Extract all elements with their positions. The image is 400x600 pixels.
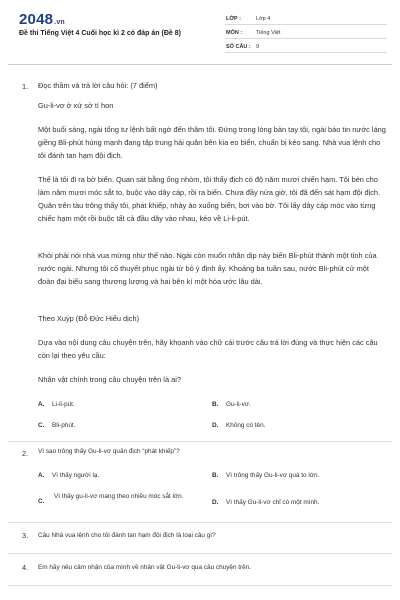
subject-value: Tiếng Việt — [256, 30, 281, 36]
option-text: Vì thấy Gu-li-vơ chỉ có một mình. — [226, 499, 320, 506]
story-paragraph-3: Khỏi phải nói nhà vua mừng như thế nào. Ngài còn muốn nhân dịp này biến Bli-phút thành một tỉnh của nước ngài. Nhưng tôi cố thuyết phục ngài từ bỏ ý định ấy. Khoảng ba tuần sau, nước Bli-phút cử một đoàn đại biểu sang thương lượng và hai bên kí một hòa ước lâu dài. — [38, 251, 377, 286]
question-4-number: 4. — [22, 563, 29, 572]
question-divider — [8, 522, 392, 523]
option-text: Không có tên. — [226, 422, 266, 429]
question-divider — [8, 585, 392, 586]
question-3-number: 3. — [22, 531, 29, 540]
question-2-number: 2. — [22, 449, 29, 458]
option-letter: B. — [212, 401, 219, 408]
question-1-text: Nhân vật chính trong câu chuyện trên là ai? — [38, 375, 181, 384]
question-2-option-a[interactable] — [38, 470, 99, 481]
option-text: Gu-li-vơ. — [226, 401, 251, 408]
question-4-text: Em hãy nêu cảm nhận của mình về nhân vật Gu-li-vơ qua câu chuyện trên. — [38, 564, 252, 571]
question-2-option-b[interactable] — [212, 470, 319, 481]
subject-label: MÔN : — [226, 30, 243, 36]
story-paragraph-1: Một buổi sáng, ngài tổng tư lệnh bất ngờ đến thăm tôi. Đứng trong lòng bàn tay tôi, ngài báo tin nước láng giềng Bli-phút hùng mạnh đang tập trung hải quân bên kia eo biển, chuẩn bị kéo sang. Nhà vua lệnh cho tôi đánh tan hạm đội địch. — [38, 125, 386, 160]
option-letter: D. — [212, 499, 219, 506]
question-1-option-a[interactable] — [38, 399, 75, 410]
story-source: Theo Xuýp (Đỗ Đức Hiểu dịch) — [38, 314, 140, 323]
logo-text: 2048 — [19, 11, 54, 28]
header-divider — [8, 64, 392, 65]
question-3-text: Câu Nhà vua lệnh cho tôi đánh tan hạm đội địch là loại câu gì? — [38, 532, 216, 539]
question-1-option-c[interactable] — [38, 420, 75, 431]
question-divider — [8, 553, 392, 554]
option-text: Vì thấy gu-li-vơ mang theo nhiều móc sắt lớn. — [54, 493, 184, 500]
exam-title: Đề thi Tiếng Việt 4 Cuối học kì 2 có đáp án (Đề 8) — [19, 30, 181, 37]
option-letter: D. — [212, 422, 219, 429]
story-paragraph-2: Thế là tôi đi ra bờ biển. Quan sát bằng ống nhòm, tôi thấy địch có độ năm mươi chiến hạm. Tôi bèn cho làm năm mươi móc sắt to, buộc vào dây cáp, rồi ra biển. Chưa đầy nửa giờ, tôi đã đến sát hạm đội địch. Quân trên tàu trông thấy tôi, phát khiếp, nhảy ào xuống biển, bơi vào bờ. Tôi lấy dây cáp móc vào từng chiếc hạm một rồi buộc tất cả đầu dây vào nhau, kéo về Li-li-pút. — [38, 175, 381, 223]
site-logo[interactable] — [19, 11, 65, 28]
meta-divider — [225, 38, 387, 39]
question-2-text: Vì sao trông thấy Gu-li-vơ quân địch “phát khiếp”? — [38, 448, 180, 455]
option-letter: B. — [212, 472, 219, 479]
question-1-prompt: Đọc thầm và trả lời câu hỏi: (7 điểm) — [38, 81, 158, 90]
question-1-option-d[interactable] — [212, 420, 265, 431]
story-title: Gu-li-vơ ở xứ sở tí hon — [38, 101, 114, 110]
meta-divider — [225, 52, 387, 53]
meta-divider — [225, 24, 387, 25]
logo-suffix: .vn — [54, 19, 65, 26]
option-text: Li-li-pút. — [52, 401, 75, 408]
question-count-label: SỐ CÂU : — [226, 44, 251, 50]
question-2-option-d[interactable] — [212, 497, 319, 508]
option-text: Vì thấy người lạ. — [52, 472, 100, 479]
question-1-instruction: Dựa vào nội dung câu chuyện trên, hãy khoanh vào chữ cái trước câu trả lời đúng và thực hiện các câu còn lại theo yêu cầu: — [38, 338, 378, 360]
option-letter: A. — [38, 401, 45, 408]
question-2-option-c[interactable] — [38, 491, 198, 515]
option-text: Vì trông thấy Gu-li-vơ quá to lớn. — [226, 472, 320, 479]
question-1-number: 1. — [22, 82, 29, 91]
question-1-option-b[interactable] — [212, 399, 251, 410]
page-header — [0, 0, 400, 67]
option-letter: A. — [38, 472, 45, 479]
option-letter: C. — [38, 422, 45, 429]
option-text: Bli-phút. — [52, 422, 76, 429]
grade-value: Lớp 4 — [256, 16, 271, 22]
option-letter: C. — [38, 498, 45, 505]
question-count-value: 9 — [256, 44, 260, 50]
question-divider — [8, 441, 392, 442]
grade-label: LỚP : — [226, 16, 241, 22]
